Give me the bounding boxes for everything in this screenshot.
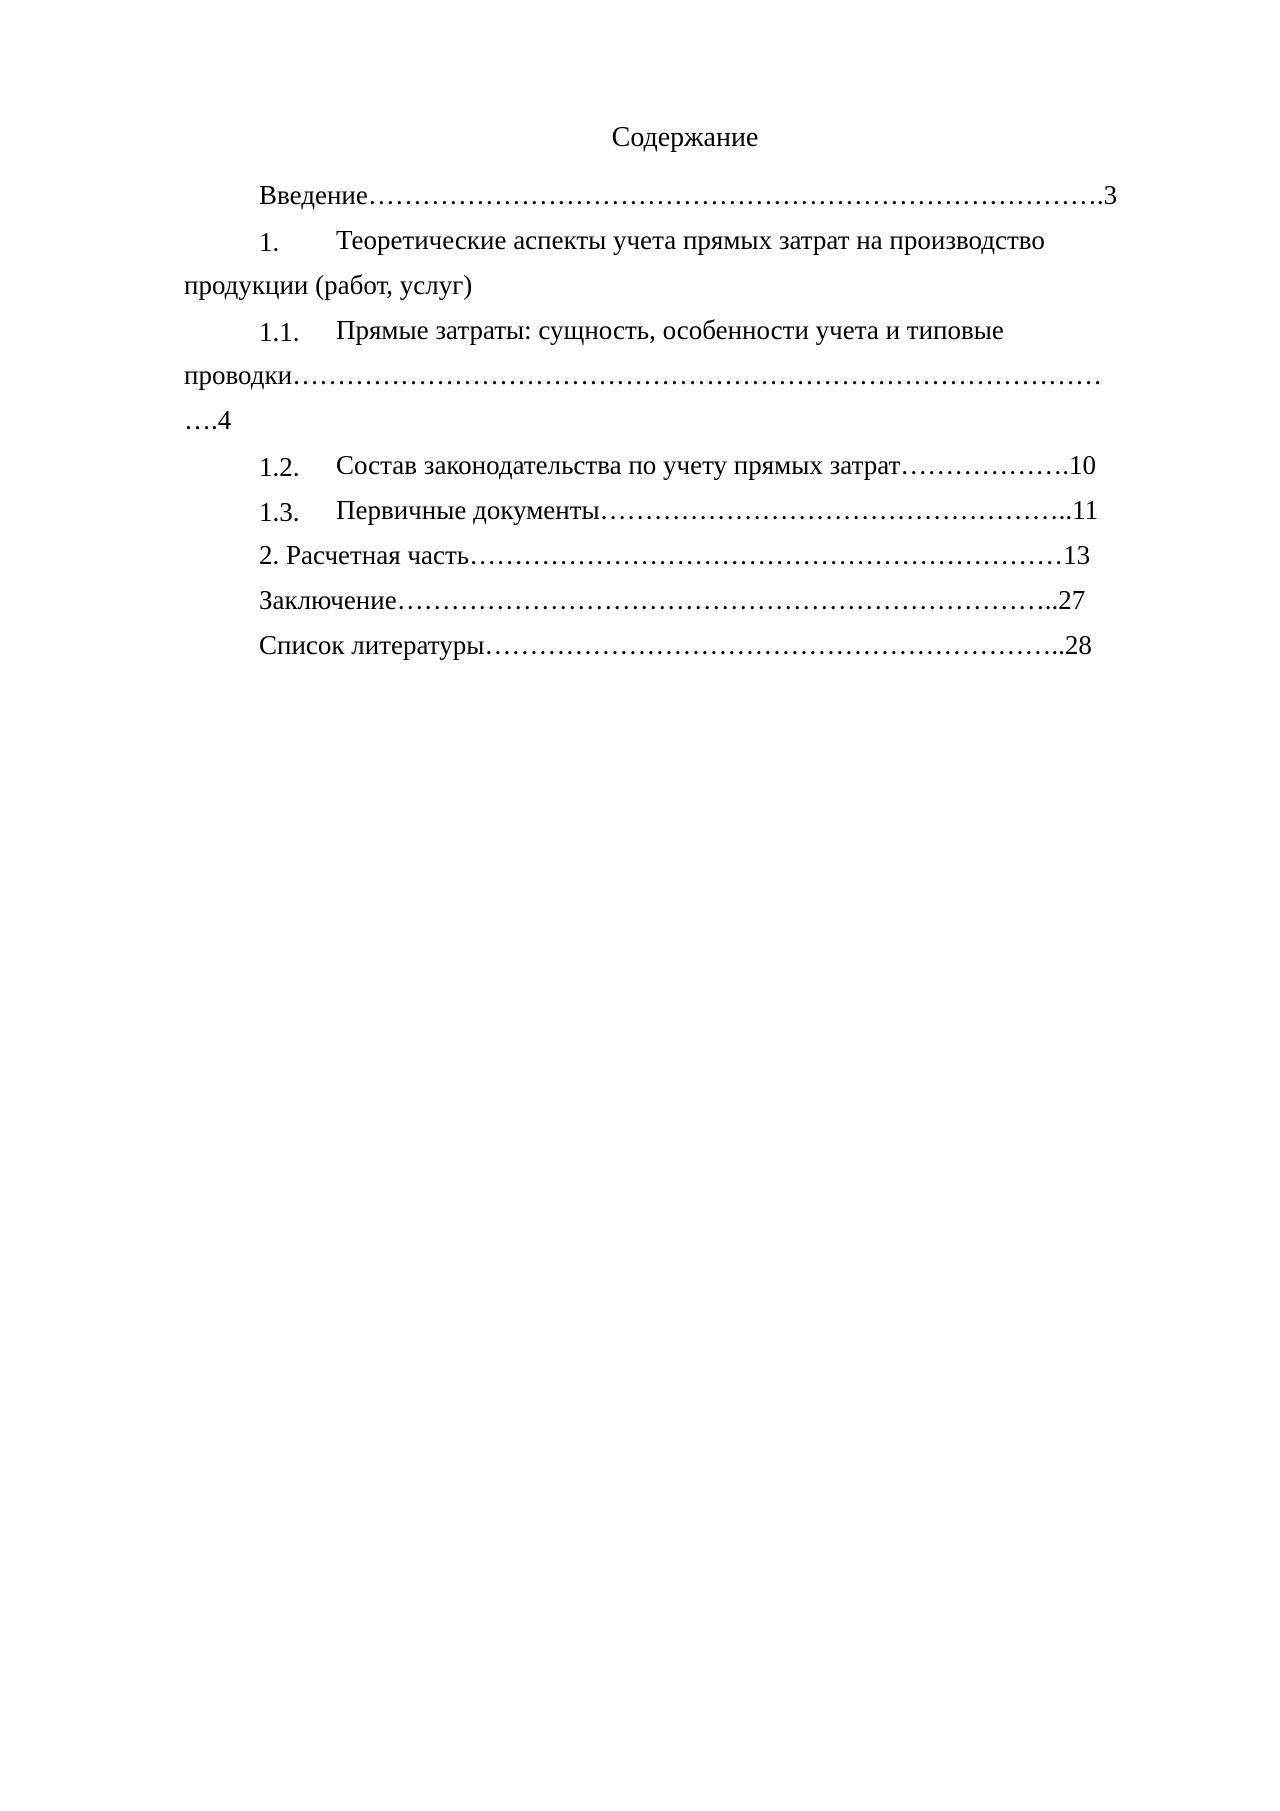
toc-entry-1-text: Теоретические аспекты учета прямых затрат на производство xyxy=(336,225,1045,255)
toc-entry-1-1-continuation: проводки……………………………………………………………………………… xyxy=(184,360,1103,390)
toc-entry-1-3-text: Первичные документы……………………………………………..11 xyxy=(336,495,1099,525)
toc-entry-1-1-text: Прямые затраты: сущность, особенности учета и типовые xyxy=(336,315,1004,345)
toc-entry-1-2-number: 1.2. xyxy=(259,452,300,482)
toc-entry-references: Список литературы………………………………………………………..28 xyxy=(259,630,1092,660)
toc-entry-introduction: Введение……………………………………………………………………….3 xyxy=(259,180,1118,210)
toc-entry-1-3-number: 1.3. xyxy=(259,497,300,527)
toc-entry-1-2-text: Состав законодательства по учету прямых затрат……………….10 xyxy=(336,450,1097,480)
toc-entry-conclusion: Заключение………………………………………………………………..27 xyxy=(259,585,1086,615)
toc-entry-1-1-page: ….4 xyxy=(184,405,232,435)
toc-entry-1-continuation: продукции (работ, услуг) xyxy=(184,270,473,300)
toc-entry-1-1-number: 1.1. xyxy=(259,317,300,347)
toc-title: Содержание xyxy=(611,122,759,153)
toc-entry-1-number: 1. xyxy=(259,227,280,257)
toc-entry-2: 2. Расчетная часть…………………………………………………………13 xyxy=(259,540,1091,570)
